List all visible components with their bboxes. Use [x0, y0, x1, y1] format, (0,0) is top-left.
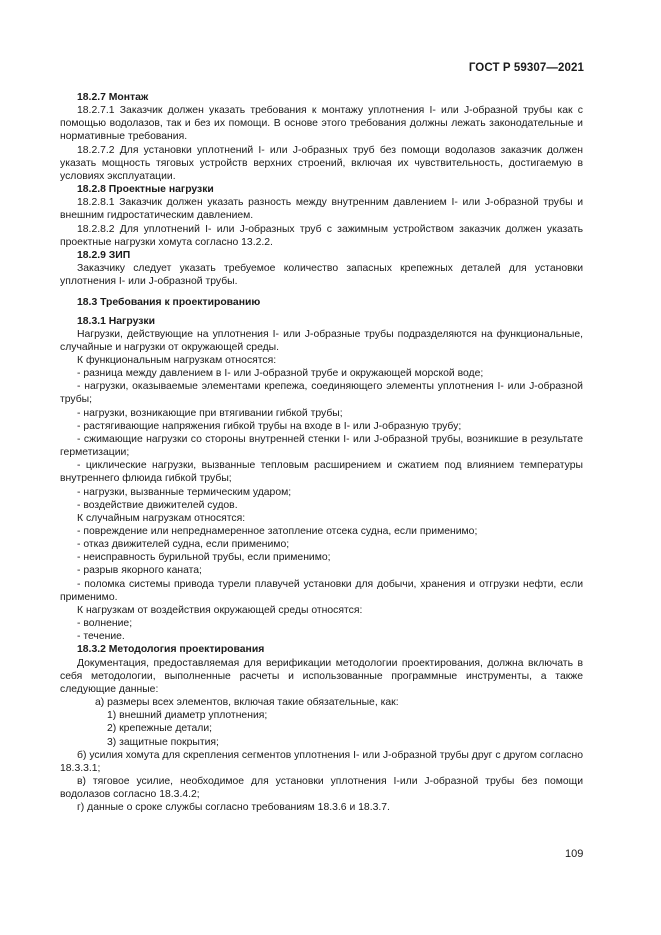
- sub-list-item: 2) крепежные детали;: [107, 723, 213, 735]
- list-item: - повреждение или непреднамеренное затопление отсека судна, если применимо;: [77, 526, 478, 537]
- list-item: - волнение;: [77, 618, 133, 630]
- sub-list-item: 1) внешний диаметр уплотнения;: [107, 710, 268, 722]
- list-item: - нагрузки, вызванные термическим ударом;: [77, 486, 292, 498]
- page-content: [60, 91, 583, 814]
- paragraph-18-3-2-intro: Документация, предоставляемая для верификации методологии проектирования, должна включать в себя методологии, выполненные расчеты и использованные программные инструменты, а также следующие данные:: [60, 657, 583, 695]
- list-item: - циклические нагрузки, вызванные тепловым расширением и сжатием под влиянием температуры внутреннего флюида гибкой трубы;: [60, 460, 583, 485]
- paragraph-18-2-8-1: 18.2.8.1 Заказчик должен указать разность между внутренним давлением I- или J-образной трубы и внешним гидростатическим давлением.: [60, 197, 583, 222]
- list-item: - растягивающие напряжения гибкой трубы на входе в I- или J-образную трубу;: [77, 420, 462, 432]
- list-item-b: б) усилия хомута для скрепления сегментов уплотнения I- или J-образной трубы друг с другом согласно 18.3.3.1;: [60, 749, 583, 774]
- heading-18-2-9: 18.2.9 ЗИП: [77, 249, 131, 261]
- heading-18-3-2: 18.3.2 Методология проектирования: [77, 644, 265, 656]
- list-item: - сжимающие нагрузки со стороны внутренней стенки I- или J-образной трубы, возникшие в результате герметизации;: [60, 433, 583, 459]
- list-item: - разрыв якорного каната;: [77, 565, 202, 577]
- list-item: - нагрузки, оказываемые элементами крепежа, соединяющего элементы уплотнения I- или J-образной трубы;: [60, 381, 583, 406]
- paragraph-18-2-7-2: 18.2.7.2 Для установки уплотнений I- или J-образных труб без помощи водолазов заказчик должен указать мощность тяговых устройств верхних строений, включая их чувствительность, достигаемую в условиях эксплуатации.: [60, 144, 583, 182]
- list-item-v: в) тяговое усилие, необходимое для установки уплотнения I-или J-образной трубы без помощи водолазов согласно 18.3.4.2;: [60, 775, 583, 801]
- list-item: - поломка системы привода турели плавучей установки для добычи, хранения и отгрузки нефти, если применимо.: [60, 578, 583, 603]
- heading-18-2-7: 18.2.7 Монтаж: [77, 92, 149, 103]
- heading-18-3-1: 18.3.1 Нагрузки: [77, 315, 155, 327]
- heading-18-3: 18.3 Требования к проектированию: [77, 297, 261, 309]
- accidental-loads-intro: К случайным нагрузкам относятся:: [77, 512, 246, 524]
- list-item: - нагрузки, возникающие при втягивании гибкой трубы;: [77, 407, 343, 419]
- sub-list-item: 3) защитные покрытия;: [107, 736, 219, 748]
- list-item-g: г) данные о сроке службы согласно требованиям 18.3.6 и 18.3.7.: [77, 802, 390, 814]
- page-number: 109: [565, 848, 584, 860]
- paragraph-18-2-8-2: 18.2.8.2 Для уплотнений I- или J-образных труб с зажимным устройством заказчик должен указать проектные нагрузки хомута согласно 13.2.2.: [60, 223, 583, 248]
- list-item: - течение.: [77, 631, 125, 643]
- paragraph-18-2-7-1: 18.2.7.1 Заказчик должен указать требования к монтажу уплотнения I- или J-образной трубы как с помощью водолазов, так и без их помощи. В основе этого требования должны лежать законодательные и нормативные требования.: [60, 105, 583, 143]
- document-code-header: ГОСТ Р 59307—2021: [468, 62, 584, 74]
- functional-loads-intro: К функциональным нагрузкам относятся:: [77, 354, 277, 366]
- list-item: - разница между давлением в I- или J-образной трубе и окружающей морской воде;: [77, 368, 484, 380]
- paragraph-18-3-1-intro: Нагрузки, действующие на уплотнения I- или J-образные трубы подразделяются на функциональные, случайные и нагрузки от окружающей среды.: [60, 328, 583, 353]
- list-item-a: а) размеры всех элементов, включая такие обязательные, как:: [95, 697, 399, 709]
- heading-18-2-8: 18.2.8 Проектные нагрузки: [77, 184, 214, 196]
- list-item: - воздействие движителей судов.: [77, 499, 238, 511]
- environmental-loads-intro: К нагрузкам от воздействия окружающей среды относятся:: [77, 604, 363, 616]
- list-item: - неисправность бурильной трубы, если применимо;: [77, 552, 331, 564]
- paragraph-18-2-9: Заказчику следует указать требуемое количество запасных крепежных деталей для установки уплотнения I- или J-образной трубы.: [60, 263, 583, 288]
- list-item: - отказ движителей судна, если применимо;: [77, 539, 290, 551]
